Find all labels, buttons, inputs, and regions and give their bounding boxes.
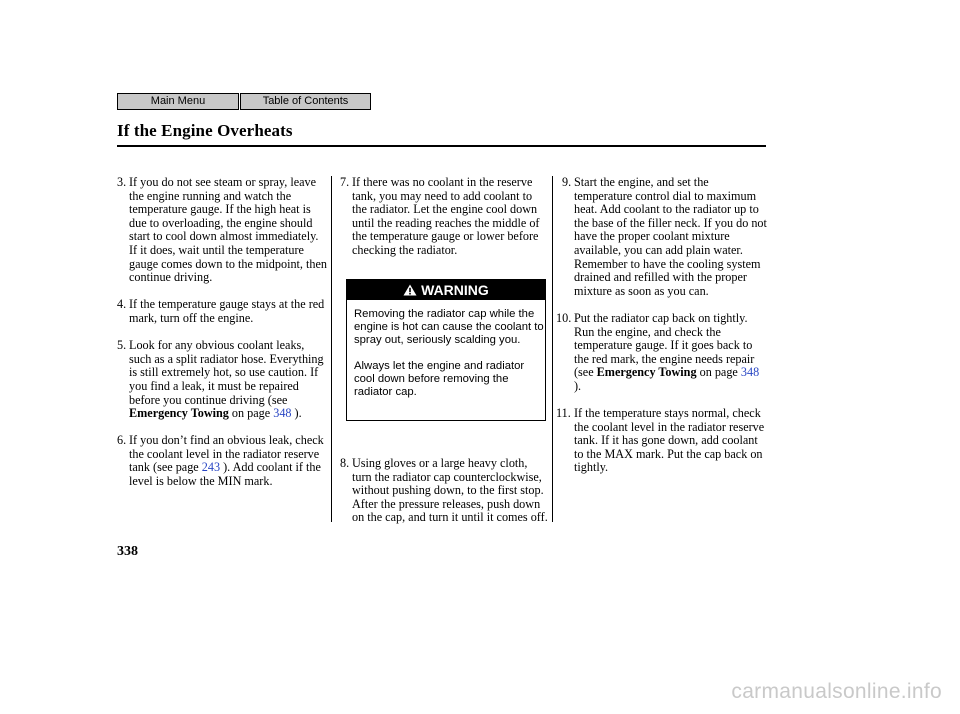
main-menu-button[interactable]: Main Menu bbox=[117, 93, 239, 110]
warning-paragraph-2: Always let the engine and radiator cool down before removing the radiator cap. bbox=[354, 360, 525, 398]
step-text: If you don’t find an obvious leak, check the coolant level in the radiator reserve tank (see page bbox=[129, 433, 324, 475]
step-number: 11. bbox=[556, 406, 571, 421]
step-text: If you do not see steam or spray, leave the engine running and watch the temperature gauge. If the high heat is due to overloading, the engine should start to cool down almost immediately. If it does, wait until the temperature gauge comes down to the midpoint, then continue driving. bbox=[129, 175, 328, 285]
column-2 bbox=[340, 176, 548, 271]
step-4 bbox=[117, 298, 327, 325]
page-348-link[interactable]: 348 bbox=[740, 365, 760, 380]
step-8 bbox=[340, 457, 548, 525]
step-10 bbox=[556, 310, 768, 394]
step-text: Put the radiator cap back on tightly. Run the engine, and check the temperature gauge. If it goes back to the red mark, the engine needs repair (see bbox=[574, 310, 755, 380]
page-number: 338 bbox=[117, 544, 138, 559]
title-divider bbox=[117, 145, 766, 147]
ref-on-page: on page bbox=[231, 406, 271, 421]
step-number: 6. bbox=[117, 433, 127, 448]
warning-paragraph-1: Removing the radiator cap while the engine is hot can cause the coolant to spray out, seriously scalding you. bbox=[354, 308, 544, 346]
step-text: If the temperature gauge stays at the red mark, turn off the engine. bbox=[129, 297, 325, 325]
watermark: carmanualsonline.info bbox=[731, 680, 942, 703]
emergency-towing-ref: Emergency Towing bbox=[129, 406, 229, 421]
step-number: 4. bbox=[117, 297, 127, 312]
step-number: 7. bbox=[340, 175, 350, 189]
ref-on-page: on page bbox=[699, 365, 738, 380]
page-243-link[interactable]: 243 bbox=[201, 460, 221, 475]
warning-body bbox=[347, 300, 545, 399]
step-number: 3. bbox=[117, 175, 127, 189]
step-number: 10. bbox=[556, 310, 572, 325]
warning-triangle-icon bbox=[403, 284, 417, 296]
step-11 bbox=[556, 406, 768, 475]
emergency-towing-ref: Emergency Towing bbox=[596, 365, 697, 380]
step-6 bbox=[117, 434, 327, 488]
step-number: 8. bbox=[340, 456, 350, 470]
warning-header bbox=[347, 280, 545, 300]
step-5 bbox=[117, 339, 327, 421]
table-of-contents-button[interactable]: Table of Contents bbox=[240, 93, 371, 110]
column-divider-1 bbox=[331, 176, 332, 522]
column-divider-2 bbox=[552, 176, 553, 522]
column-2-bottom bbox=[340, 457, 548, 539]
step-9 bbox=[562, 176, 768, 298]
step-text: Start the engine, and set the temperature control dial to maximum heat. Add coolant to the radiator up to the base of the filler neck. If you do not have the proper coolant mixture available, you can add plain water. Remember to have the cooling system drained and refilled with the proper mixture as soon as you can. bbox=[574, 175, 767, 298]
step-number: 5. bbox=[117, 338, 127, 353]
page-title: If the Engine Overheats bbox=[117, 121, 293, 140]
column-3 bbox=[556, 175, 768, 489]
step-7 bbox=[340, 176, 548, 258]
step-text: Using gloves or a large heavy cloth, turn the radiator cap counterclockwise, without pushing down, to the first stop. After the pressure releases, push down on the cap, and turn it until it comes off. bbox=[352, 456, 548, 525]
step-text: If the temperature stays normal, check the coolant level in the radiator reserve tank. If it has gone down, add coolant to the MAX mark. Put the cap back on tightly. bbox=[574, 406, 765, 475]
ref-end: ). bbox=[574, 378, 582, 393]
column-1 bbox=[117, 176, 327, 502]
step-text: If there was no coolant in the reserve tank, you may need to add coolant to the radiator. Let the engine cool down until the reading reaches the middle of the temperature gauge or lower before checking the radiator. bbox=[352, 175, 540, 257]
page-348-link[interactable]: 348 bbox=[273, 406, 292, 421]
warning-box bbox=[346, 279, 546, 421]
step-text: Look for any obvious coolant leaks, such as a split radiator hose. Everything is still extremely hot, so use caution. If you find a leak, it must be repaired before you continue driving (see bbox=[129, 338, 324, 407]
ref-end: ). Add coolant if the level is below the MIN mark. bbox=[129, 460, 321, 489]
warning-label: WARNING bbox=[421, 282, 489, 298]
step-number: 9. bbox=[562, 175, 572, 189]
step-3 bbox=[117, 176, 327, 285]
ref-end: ). bbox=[294, 406, 302, 421]
